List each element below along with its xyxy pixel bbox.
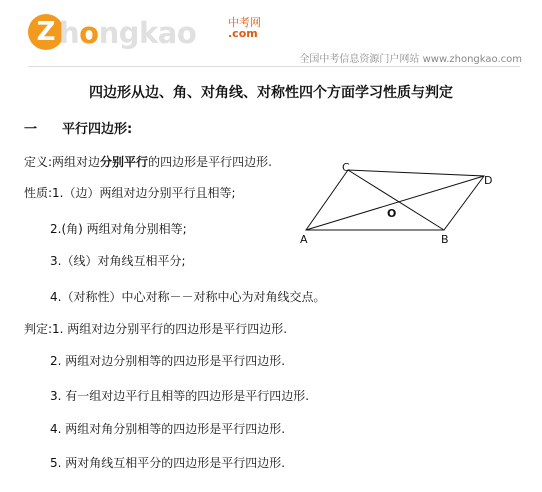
criterion-line: 判定:1. 两组对边分别平行的四边形是平行四边形. [24, 322, 288, 336]
site-header [0, 0, 542, 72]
vertex-label-b: B [441, 233, 449, 246]
logo-z-mark: Z [28, 14, 64, 50]
diagonal-ad [306, 176, 484, 230]
document-title: 四边形从边、角、对角线、对称性四个方面学习性质与判定 [89, 85, 453, 101]
property-line: 3.（线）对角线互相平分; [50, 254, 186, 268]
header-divider [28, 66, 520, 67]
section-number: 一 [24, 122, 38, 137]
logo-chinese-name: 中考网 [228, 16, 261, 29]
criterion-line: 3. 有一组对边平行且相等的四边形是平行四边形. [50, 389, 310, 403]
criterion-line: 5. 两对角线互相平分的四边形是平行四边形. [50, 456, 286, 470]
center-label-o: O [387, 207, 397, 220]
diagonal-cb [348, 170, 444, 230]
section-title: 平行四边形: [62, 122, 133, 137]
criterion-line: 2. 两组对边分别相等的四边形是平行四边形. [50, 354, 286, 368]
parallelogram-outline [306, 170, 484, 230]
vertex-label-a: A [300, 233, 308, 246]
site-slogan: 全国中考信息资源门户网站 www.zhongkao.com [299, 54, 522, 65]
definition-emphasis: 分别平行 [100, 155, 149, 169]
logo-wordmark: hongkao [59, 16, 197, 50]
parallelogram-diagram [296, 158, 506, 248]
property-line: 2.(角) 两组对角分别相等; [50, 222, 187, 236]
vertex-label-c: C [342, 161, 350, 174]
definition-line: 定义:两组对边分别平行的四边形是平行四边形. [24, 155, 272, 169]
section-heading [24, 118, 132, 137]
criterion-line: 4. 两组对角分别相等的四边形是平行四边形. [50, 422, 286, 436]
property-line: 4.（对称性）中心对称－－对称中心为对角线交点。 [50, 290, 326, 304]
logo-domain-suffix: .com [228, 27, 258, 40]
vertex-label-d: D [484, 174, 493, 187]
property-line: 性质:1.（边）两组对边分别平行且相等; [24, 186, 236, 200]
